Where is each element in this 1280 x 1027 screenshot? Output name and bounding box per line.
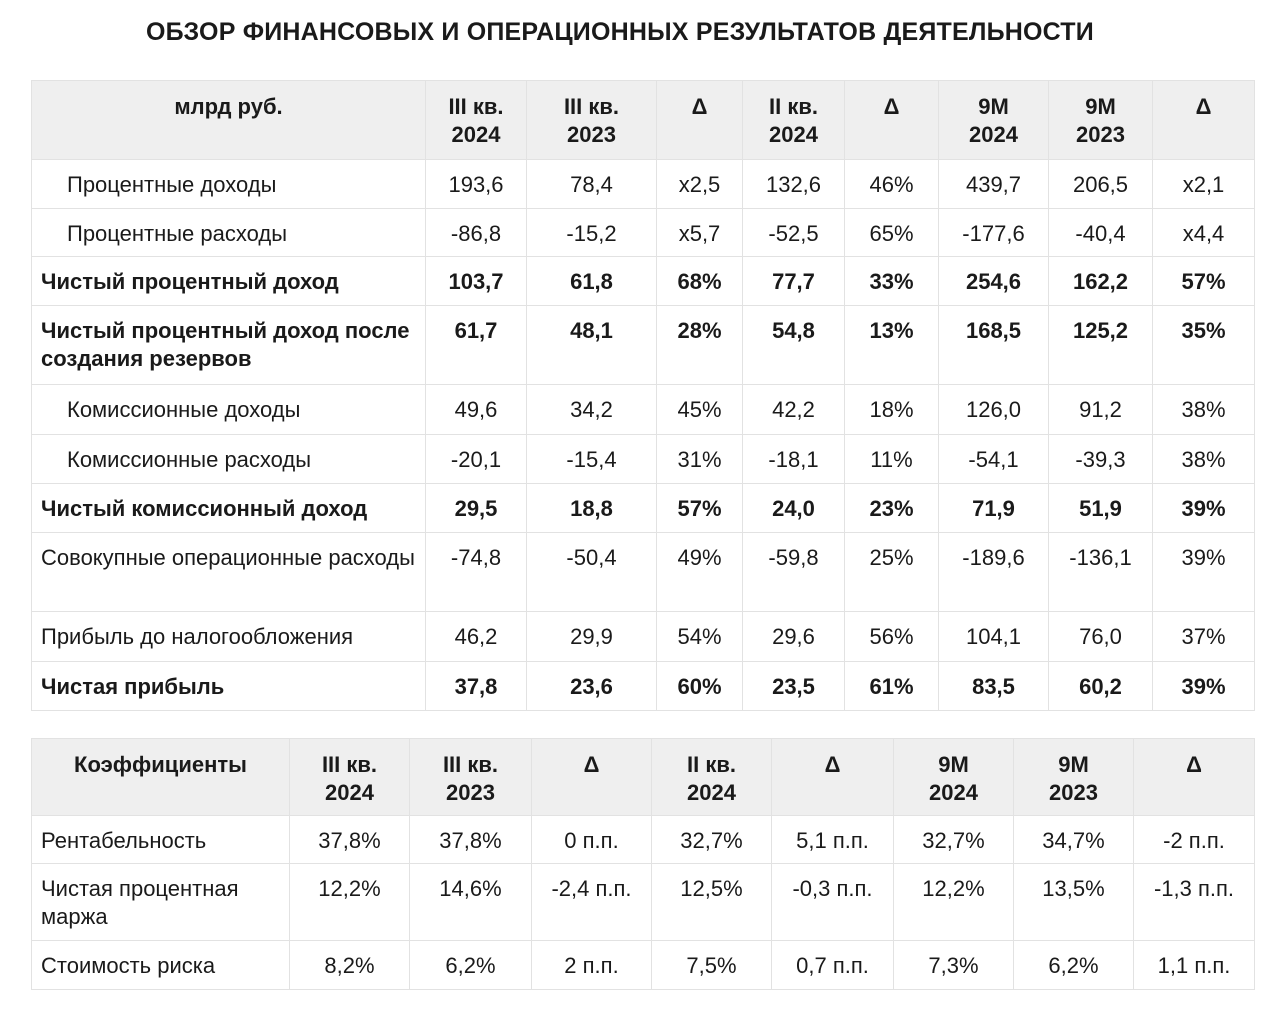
table-cell: 45% <box>657 385 743 435</box>
table-cell: 14,6% <box>410 864 532 941</box>
table-cell: 193,6 <box>426 160 527 209</box>
table-cell: 12,2% <box>290 864 410 941</box>
table-cell: 39% <box>1153 484 1255 533</box>
header-delta-qoq: Δ <box>772 739 894 816</box>
table-row <box>32 662 1255 711</box>
table-cell: 1,1 п.п. <box>1134 941 1255 990</box>
table-cell: 56% <box>845 612 939 662</box>
header-q3-2024: III кв. 2024 <box>426 81 527 160</box>
table-cell: 38% <box>1153 435 1255 484</box>
table-cell: -136,1 <box>1049 533 1153 612</box>
table-cell: 103,7 <box>426 257 527 306</box>
header-units: млрд руб. <box>32 81 426 160</box>
table-cell: 37% <box>1153 612 1255 662</box>
table-cell: 32,7% <box>894 816 1014 864</box>
header-delta-9m: Δ <box>1153 81 1255 160</box>
table-cell: 6,2% <box>410 941 532 990</box>
table-cell: 38% <box>1153 385 1255 435</box>
table-cell: x5,7 <box>657 209 743 257</box>
table-cell: 125,2 <box>1049 306 1153 385</box>
table-cell: 23,5 <box>743 662 845 711</box>
table-cell: -74,8 <box>426 533 527 612</box>
table-cell: -0,3 п.п. <box>772 864 894 941</box>
table-cell: 39% <box>1153 533 1255 612</box>
table-cell: 61,8 <box>527 257 657 306</box>
table-row <box>32 533 1255 612</box>
header-9m-2023: 9M 2023 <box>1049 81 1153 160</box>
row-label: Комиссионные доходы <box>32 385 426 435</box>
table-cell: 76,0 <box>1049 612 1153 662</box>
header-q3-2023: III кв. 2023 <box>410 739 532 816</box>
table-cell: 57% <box>1153 257 1255 306</box>
table-cell: 23,6 <box>527 662 657 711</box>
row-label: Чистый комиссионный доход <box>32 484 426 533</box>
header-9m-2023: 9M 2023 <box>1014 739 1134 816</box>
table-cell: 13,5% <box>1014 864 1134 941</box>
table-cell: 8,2% <box>290 941 410 990</box>
header-9m-2024: 9M 2024 <box>894 739 1014 816</box>
table-cell: 168,5 <box>939 306 1049 385</box>
header-delta-yoy: Δ <box>532 739 652 816</box>
table-cell: 51,9 <box>1049 484 1153 533</box>
header-row <box>32 739 1255 816</box>
table-cell: -54,1 <box>939 435 1049 484</box>
table-cell: 0,7 п.п. <box>772 941 894 990</box>
table-cell: 54% <box>657 612 743 662</box>
table-cell: x2,1 <box>1153 160 1255 209</box>
header-q3-2023: III кв. 2023 <box>527 81 657 160</box>
table-cell: 83,5 <box>939 662 1049 711</box>
row-label: Прибыль до налогообложения <box>32 612 426 662</box>
header-delta-9m: Δ <box>1134 739 1255 816</box>
table-cell: 7,3% <box>894 941 1014 990</box>
table-cell: x4,4 <box>1153 209 1255 257</box>
table-cell: -59,8 <box>743 533 845 612</box>
table-cell: -2 п.п. <box>1134 816 1255 864</box>
table-cell: 48,1 <box>527 306 657 385</box>
table-cell: 29,6 <box>743 612 845 662</box>
table-cell: 13% <box>845 306 939 385</box>
page-title: ОБЗОР ФИНАНСОВЫХ И ОПЕРАЦИОННЫХ РЕЗУЛЬТАТОВ ДЕЯТЕЛЬНОСТИ <box>146 18 1094 46</box>
table-cell: 18% <box>845 385 939 435</box>
table-cell: 65% <box>845 209 939 257</box>
financial-results-table <box>31 80 1255 711</box>
header-delta-qoq: Δ <box>845 81 939 160</box>
table-cell: -15,4 <box>527 435 657 484</box>
table-cell: -20,1 <box>426 435 527 484</box>
table-cell: 60% <box>657 662 743 711</box>
row-label: Чистая процентная маржа <box>32 864 290 941</box>
header-9m-2024: 9M 2024 <box>939 81 1049 160</box>
table-cell: 42,2 <box>743 385 845 435</box>
table-cell: 46,2 <box>426 612 527 662</box>
row-label: Стоимость риска <box>32 941 290 990</box>
table-cell: 78,4 <box>527 160 657 209</box>
table-cell: 7,5% <box>652 941 772 990</box>
row-label: Чистый процентный доход <box>32 257 426 306</box>
row-label: Процентные доходы <box>32 160 426 209</box>
table-cell: 34,7% <box>1014 816 1134 864</box>
table-cell: -189,6 <box>939 533 1049 612</box>
table-cell: 49,6 <box>426 385 527 435</box>
table-row <box>32 209 1255 257</box>
table-row <box>32 484 1255 533</box>
table-cell: 439,7 <box>939 160 1049 209</box>
table-cell: 37,8% <box>290 816 410 864</box>
row-label: Комиссионные расходы <box>32 435 426 484</box>
table-cell: 77,7 <box>743 257 845 306</box>
table-cell: 34,2 <box>527 385 657 435</box>
table-cell: 28% <box>657 306 743 385</box>
table-cell: -2,4 п.п. <box>532 864 652 941</box>
table-cell: 46% <box>845 160 939 209</box>
table-row <box>32 941 1255 990</box>
table-cell: -52,5 <box>743 209 845 257</box>
table-cell: 29,5 <box>426 484 527 533</box>
table-cell: x2,5 <box>657 160 743 209</box>
table-row <box>32 257 1255 306</box>
table-cell: 61,7 <box>426 306 527 385</box>
table-cell: 104,1 <box>939 612 1049 662</box>
table-cell: 5,1 п.п. <box>772 816 894 864</box>
table-cell: 23% <box>845 484 939 533</box>
table-cell: 32,7% <box>652 816 772 864</box>
row-label: Рентабельность <box>32 816 290 864</box>
header-q3-2024: III кв. 2024 <box>290 739 410 816</box>
header-q2-2024: II кв. 2024 <box>743 81 845 160</box>
table-cell: -18,1 <box>743 435 845 484</box>
table-cell: 254,6 <box>939 257 1049 306</box>
table-cell: 18,8 <box>527 484 657 533</box>
ratios-table <box>31 738 1255 990</box>
table-cell: 126,0 <box>939 385 1049 435</box>
row-label: Чистый процентный доход после создания резервов <box>32 306 426 385</box>
table-cell: -177,6 <box>939 209 1049 257</box>
table-cell: 37,8 <box>426 662 527 711</box>
table-cell: 6,2% <box>1014 941 1134 990</box>
table-cell: 57% <box>657 484 743 533</box>
table-row <box>32 160 1255 209</box>
table-row <box>32 306 1255 385</box>
row-label: Совокупные операционные расходы <box>32 533 426 612</box>
table-cell: 39% <box>1153 662 1255 711</box>
table-cell: 61% <box>845 662 939 711</box>
table-cell: 54,8 <box>743 306 845 385</box>
table-cell: 11% <box>845 435 939 484</box>
table-cell: 12,2% <box>894 864 1014 941</box>
table-row <box>32 435 1255 484</box>
table-cell: 132,6 <box>743 160 845 209</box>
table-cell: 31% <box>657 435 743 484</box>
table-cell: 0 п.п. <box>532 816 652 864</box>
table-cell: -1,3 п.п. <box>1134 864 1255 941</box>
table-cell: 60,2 <box>1049 662 1153 711</box>
row-label: Чистая прибыль <box>32 662 426 711</box>
table-row <box>32 816 1255 864</box>
header-row <box>32 81 1255 160</box>
header-q2-2024: II кв. 2024 <box>652 739 772 816</box>
table-cell: -39,3 <box>1049 435 1153 484</box>
table-cell: 33% <box>845 257 939 306</box>
table-row <box>32 612 1255 662</box>
table-cell: 68% <box>657 257 743 306</box>
table-cell: -15,2 <box>527 209 657 257</box>
table-cell: 206,5 <box>1049 160 1153 209</box>
table-cell: 24,0 <box>743 484 845 533</box>
table-cell: 35% <box>1153 306 1255 385</box>
table-cell: 2 п.п. <box>532 941 652 990</box>
table-row <box>32 864 1255 941</box>
table-cell: 12,5% <box>652 864 772 941</box>
table-cell: 37,8% <box>410 816 532 864</box>
table-cell: 71,9 <box>939 484 1049 533</box>
table-cell: -40,4 <box>1049 209 1153 257</box>
table-cell: -86,8 <box>426 209 527 257</box>
table-cell: 162,2 <box>1049 257 1153 306</box>
table-cell: 49% <box>657 533 743 612</box>
header-ratios: Коэффициенты <box>32 739 290 816</box>
table-row <box>32 385 1255 435</box>
table-cell: 25% <box>845 533 939 612</box>
header-delta-yoy: Δ <box>657 81 743 160</box>
table-cell: 29,9 <box>527 612 657 662</box>
row-label: Процентные расходы <box>32 209 426 257</box>
table-cell: 91,2 <box>1049 385 1153 435</box>
table-cell: -50,4 <box>527 533 657 612</box>
